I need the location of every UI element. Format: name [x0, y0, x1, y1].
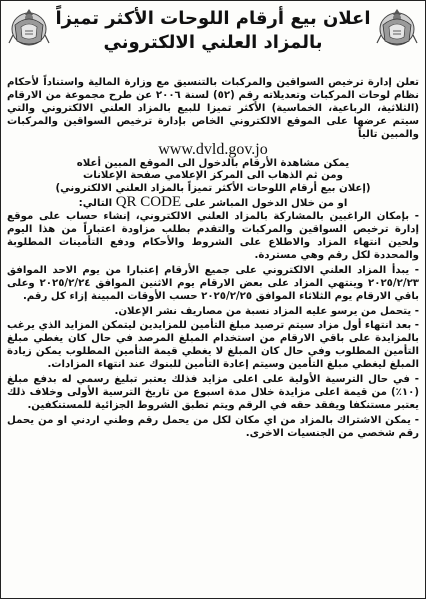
jordan-coat-of-arms-icon	[375, 5, 419, 49]
jordan-coat-of-arms-icon	[7, 5, 51, 49]
list-item: - يمكن الاشتراك بالمزاد من اي مكان لكل من يحمل رقم وطني اردني او من يحمل رقم شخصي من الجنسيات الاخرى.	[7, 414, 419, 439]
announcement-body	[1, 77, 425, 441]
announcement-title: اعلان بيع أرقام اللوحات الأكثر تميزاً	[55, 8, 371, 29]
qr-instruction	[7, 196, 419, 211]
path-instruction: ومن ثم الذهاب الى المركز الإعلامي صفحة الإعلانات	[83, 170, 343, 182]
qr-prefix: او من خلال الدخول المباشر على	[184, 198, 348, 210]
list-item: - بعد انتهاء أول مزاد سيتم ترصيد مبلغ التأمين للمزايدين ليتمكن المزايد الذي يرغب بالمزايدة على باقي الارقام من استخدام المبلغ المرصد في حال كان يغطي مبلغ التأمين المطلوب وفي حال كان المبلغ لا يغطي قيمة التأمين المطلوب يمكن زيادة المبلغ ليغطي مبلغ التأمين وسيتم إعادة التأمين للبنوك عند انتهاء المزادات.	[7, 320, 419, 371]
list-item: - يتحمل من يرسو عليه المزاد نسبة من مصاريف نشر الإعلان.	[114, 305, 419, 317]
title-block	[51, 5, 375, 55]
list-item: - في حال الترسية الأولية على اعلى مزايد فذلك يعتبر تبليغ رسمي له بدفع مبلغ (١٠٪) من قيمة اعلى مزايدة خلال مدة اسبوع من تاريخ الترسية الأولى وخلاف ذلك يعتبر مستنكفا ويفقد حقه في الرقم ويتم تطبق الشروط الجزائية للمستنكفين.	[7, 374, 419, 411]
announcement-reference: (إعلان بيع أرقام اللوحات الأكثر تميزاً بالمزاد العلني الالكتروني)	[55, 183, 371, 195]
announcement-subtitle: بالمزاد العلني الالكتروني	[103, 32, 323, 53]
list-item: - بإمكان الراغبين بالمشاركة بالمزاد العلني الالكتروني، إنشاء حساب على موقع إدارة ترخيص السواقين والمركبات والتقدم بطلب مزاودة اعتباراً من هذا اليوم ولحين انتهاء المزاد والاطلاع على الشروط والأحكام ودفع التأمينات المطلوبة والمحددة لكل رقم وهي مستردة.	[7, 211, 419, 261]
list-item: - يبدأ المزاد العلني الالكتروني على جميع الأرقام إعتبارا من يوم الاحد الموافق ٢٠٢٥/٢/٢٣ وينتهي المزاد على بعض الارقام يوم الاثنين الموافق ٢٠٢٥/٢/٢٤ وعلى باقي الارقام يوم الثلاثاء الموافق ٢٠٢٥/٢/٢٥ حسب الأوقات المبينة إزاء كل رقم.	[7, 264, 419, 302]
view-instruction: يمكن مشاهدة الأرقام بالدخول الى الموقع المبين أعلاه	[76, 157, 350, 169]
intro-paragraph: تعلن إدارة ترخيص السواقين والمركبات بالتنسيق مع وزارة المالية واستناداً لأحكام نظام لوحات المركبات وتعديلاته رقم (٥٢) لسنة ٢٠٠٦ عن طرح مجموعة من الارقام (الثلاثية، الرباعية، الخماسية) الأكثر تميزا للبيع بالمزاد العلني الالكتروني والتي سيتم عرضها على الموقع الالكتروني الخاص بإدارة ترخيص السواقين والمركبات والمبين تالياً	[7, 77, 420, 140]
announcement-header	[1, 1, 425, 77]
qr-code-label: QR CODE	[115, 194, 182, 211]
website-link[interactable]: www.dvld.gov.jo	[158, 140, 268, 158]
qr-suffix: التالي:	[78, 198, 113, 210]
